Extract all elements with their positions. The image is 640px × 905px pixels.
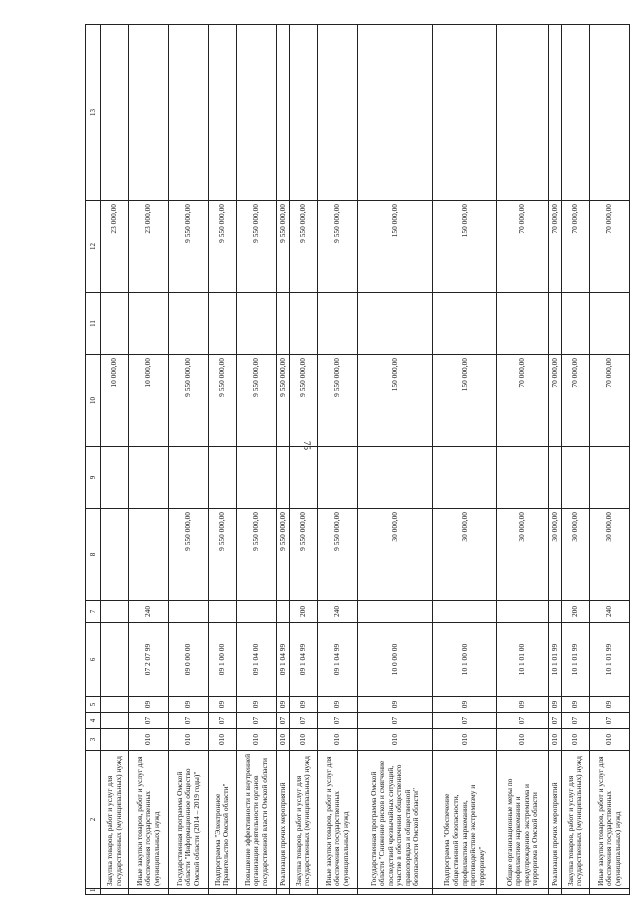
cell-col-5: 09 [497,697,549,713]
cell-col-8: 9 550 000,00 [236,509,276,601]
cell-col-10: 10 000,00 [101,355,129,447]
cell-col-3: 010 [289,729,317,751]
cell-col-10: 70 000,00 [497,355,549,447]
row-name-cell: Подпрограмма "Обеспечение общественной безопасности, профилактика наркомании, противодействие экстремизму и терроризму" [433,751,497,889]
cell-col-12: 70 000,00 [561,201,589,293]
cell-col-10: 70 000,00 [589,355,629,447]
table-row [561,25,589,895]
cell-col-10: 9 550 000,00 [317,355,357,447]
cell-col-8: 9 550 000,00 [168,509,208,601]
cell-col-10: 9 550 000,00 [276,355,289,447]
cell-col-5: 09 [357,697,433,713]
cell-col-3: 010 [548,729,561,751]
cell-col-5: 09 [433,697,497,713]
cell-col-3: 010 [357,729,433,751]
cell-col-11 [289,293,317,355]
row-number-cell [129,889,169,895]
row-name-cell: Иные закупки товаров, работ и услуг для обеспечения государственных (муниципальных) нужд [129,751,169,889]
cell-col-9 [276,447,289,509]
cell-col-13 [289,25,317,201]
cell-col-12: 23 000,00 [101,201,129,293]
cell-col-13 [168,25,208,201]
cell-col-4: 07 [208,713,236,729]
cell-col-11 [561,293,589,355]
cell-col-10: 9 550 000,00 [236,355,276,447]
cell-col-9 [208,447,236,509]
row-number-cell [317,889,357,895]
cell-col-6: 10 1 00 00 [433,623,497,697]
cell-col-7 [433,601,497,623]
row-name-cell: Государственная программа Омской области "Информационное общество Омской области (2014 – 2019 годы)" [168,751,208,889]
table-row [236,25,276,895]
cell-col-13 [129,25,169,201]
cell-col-3: 010 [208,729,236,751]
cell-col-4: 07 [289,713,317,729]
cell-col-10: 10 000,00 [129,355,169,447]
cell-col-13 [548,25,561,201]
budget-table [85,24,630,895]
cell-col-8: 30 000,00 [497,509,549,601]
col-4: 4 [86,713,101,729]
row-name-cell: Закупка товаров, работ и услуг для государственных (муниципальных) нужд [561,751,589,889]
cell-col-12: 9 550 000,00 [317,201,357,293]
cell-col-9 [289,447,317,509]
cell-col-13 [497,25,549,201]
col-9: 9 [86,447,101,509]
col-11: 11 [86,293,101,355]
table-row [317,25,357,895]
cell-col-5: 09 [561,697,589,713]
cell-col-11 [497,293,549,355]
cell-col-4: 07 [317,713,357,729]
cell-col-12: 70 000,00 [497,201,549,293]
cell-col-11 [589,293,629,355]
cell-col-12: 9 550 000,00 [236,201,276,293]
row-name-cell: Иные закупки товаров, работ и услуг для обеспечения государственных (муниципальных) нужд [317,751,357,889]
cell-col-5: 09 [289,697,317,713]
cell-col-4: 07 [561,713,589,729]
cell-col-10: 9 550 000,00 [289,355,317,447]
cell-col-7 [497,601,549,623]
cell-col-13 [276,25,289,201]
cell-col-12: 70 000,00 [589,201,629,293]
cell-col-11 [168,293,208,355]
table-row [208,25,236,895]
row-number-cell [561,889,589,895]
cell-col-6: 10 1 01 99 [561,623,589,697]
cell-col-3: 010 [236,729,276,751]
cell-col-4: 07 [236,713,276,729]
cell-col-8: 30 000,00 [548,509,561,601]
table-row [589,25,629,895]
cell-col-10: 70 000,00 [561,355,589,447]
col-13: 13 [86,25,101,201]
cell-col-4 [101,713,129,729]
table-row [276,25,289,895]
cell-col-9 [357,447,433,509]
row-name-cell: Иные закупки товаров, работ и услуг для обеспечения государственных (муниципальных) нужд [589,751,629,889]
col-3: 3 [86,729,101,751]
cell-col-13 [208,25,236,201]
cell-col-3 [101,729,129,751]
cell-col-5: 09 [236,697,276,713]
cell-col-8 [101,509,129,601]
cell-col-7: 200 [289,601,317,623]
cell-col-11 [433,293,497,355]
cell-col-6 [101,623,129,697]
cell-col-12: 70 000,00 [548,201,561,293]
cell-col-3: 010 [497,729,549,751]
col-1: 1 [86,889,101,895]
cell-col-5: 09 [129,697,169,713]
row-number-cell [289,889,317,895]
row-name-cell: Подпрограмма "Электронное Правительство Омской области" [208,751,236,889]
cell-col-6: 10 1 01 99 [548,623,561,697]
cell-col-13 [236,25,276,201]
cell-col-6: 07 2 07 99 [129,623,169,697]
cell-col-7: 240 [129,601,169,623]
cell-col-4: 07 [168,713,208,729]
cell-col-13 [589,25,629,201]
cell-col-8: 30 000,00 [589,509,629,601]
col-7: 7 [86,601,101,623]
cell-col-9 [561,447,589,509]
cell-col-6: 09 1 00 00 [208,623,236,697]
row-name-cell: Государственная программа Омской области "Снижение рисков и смягчение последствий чрезвычайных ситуаций, участие в обеспечении общественного правопорядка и общественной безопасности Омской области" [357,751,433,889]
cell-col-5: 09 [276,697,289,713]
cell-col-9 [101,447,129,509]
cell-col-3: 010 [168,729,208,751]
cell-col-4: 07 [589,713,629,729]
cell-col-3: 010 [433,729,497,751]
cell-col-7 [548,601,561,623]
cell-col-9 [168,447,208,509]
cell-col-13 [101,25,129,201]
cell-col-11 [236,293,276,355]
cell-col-11 [548,293,561,355]
table-row [101,25,129,895]
cell-col-8 [129,509,169,601]
cell-col-13 [357,25,433,201]
table-row [168,25,208,895]
cell-col-5: 09 [589,697,629,713]
cell-col-5: 09 [317,697,357,713]
row-number-cell [497,889,549,895]
table-row [129,25,169,895]
cell-col-7: 200 [561,601,589,623]
cell-col-8: 9 550 000,00 [317,509,357,601]
cell-col-11 [129,293,169,355]
cell-col-4: 07 [548,713,561,729]
cell-col-5: 09 [208,697,236,713]
cell-col-7 [208,601,236,623]
cell-col-3: 010 [129,729,169,751]
table-row [357,25,433,895]
cell-col-12: 23 000,00 [129,201,169,293]
cell-col-4: 07 [433,713,497,729]
row-name-cell: Закупка товаров, работ и услуг для государственных (муниципальных) нужд [289,751,317,889]
cell-col-11 [276,293,289,355]
cell-col-8: 30 000,00 [561,509,589,601]
cell-col-11 [101,293,129,355]
table-row [289,25,317,895]
cell-col-7 [168,601,208,623]
cell-col-12: 150 000,00 [357,201,433,293]
cell-col-6: 10 0 00 00 [357,623,433,697]
col-8: 8 [86,509,101,601]
cell-col-5: 09 [548,697,561,713]
cell-col-10: 150 000,00 [357,355,433,447]
cell-col-8: 9 550 000,00 [208,509,236,601]
cell-col-8: 30 000,00 [357,509,433,601]
cell-col-6: 09 1 04 00 [236,623,276,697]
cell-col-11 [317,293,357,355]
cell-col-9 [589,447,629,509]
cell-col-8: 9 550 000,00 [289,509,317,601]
cell-col-12: 9 550 000,00 [289,201,317,293]
cell-col-12: 9 550 000,00 [276,201,289,293]
cell-col-6: 09 0 00 00 [168,623,208,697]
cell-col-12: 9 550 000,00 [208,201,236,293]
cell-col-13 [433,25,497,201]
cell-col-8: 9 550 000,00 [276,509,289,601]
cell-col-9 [497,447,549,509]
cell-col-12: 150 000,00 [433,201,497,293]
cell-col-13 [561,25,589,201]
col-5: 5 [86,697,101,713]
row-number-cell [101,889,129,895]
row-name-cell: Реализация прочих мероприятий [548,751,561,889]
page-number: 75 [302,441,312,450]
cell-col-9 [433,447,497,509]
cell-col-9 [548,447,561,509]
row-name-cell: Реализация прочих мероприятий [276,751,289,889]
col-10: 10 [86,355,101,447]
table-row [433,25,497,895]
cell-col-3: 010 [317,729,357,751]
cell-col-4: 07 [129,713,169,729]
row-number-cell [589,889,629,895]
row-number-cell [548,889,561,895]
row-number-cell [236,889,276,895]
cell-col-9 [317,447,357,509]
cell-col-13 [317,25,357,201]
cell-col-4: 07 [357,713,433,729]
cell-col-7 [276,601,289,623]
cell-col-6: 09 1 04 99 [289,623,317,697]
cell-col-4: 07 [497,713,549,729]
row-number-cell [357,889,433,895]
cell-col-8: 30 000,00 [433,509,497,601]
col-2: 2 [86,751,101,889]
row-name-cell: Повышение эффективности и внутренней организации деятельности органов государственной власти Омской области [236,751,276,889]
cell-col-10: 9 550 000,00 [208,355,236,447]
col-12: 12 [86,201,101,293]
cell-col-9 [236,447,276,509]
cell-col-6: 09 1 04 99 [276,623,289,697]
cell-col-5 [101,697,129,713]
cell-col-7: 240 [589,601,629,623]
rotated-table-page [85,25,630,895]
cell-col-6: 10 1 01 99 [589,623,629,697]
cell-col-11 [357,293,433,355]
row-number-cell [208,889,236,895]
cell-col-12: 9 550 000,00 [168,201,208,293]
row-number-cell [276,889,289,895]
cell-col-7 [357,601,433,623]
cell-col-3: 010 [276,729,289,751]
row-number-cell [168,889,208,895]
cell-col-3: 010 [589,729,629,751]
column-number-row [86,25,101,895]
col-6: 6 [86,623,101,697]
cell-col-10: 9 550 000,00 [168,355,208,447]
cell-col-7 [101,601,129,623]
cell-col-11 [208,293,236,355]
table-row [497,25,549,895]
cell-col-7 [236,601,276,623]
cell-col-10: 70 000,00 [548,355,561,447]
cell-col-7: 240 [317,601,357,623]
cell-col-6: 09 1 04 99 [317,623,357,697]
cell-col-4: 07 [276,713,289,729]
cell-col-10: 150 000,00 [433,355,497,447]
cell-col-5: 09 [168,697,208,713]
cell-col-9 [129,447,169,509]
row-name-cell: Закупка товаров, работ и услуг для государственных (муниципальных) нужд [101,751,129,889]
row-name-cell: Общие организационные меры по профилактике наркомании и предупреждению экстремизма и терроризма в Омской области [497,751,549,889]
row-number-cell [433,889,497,895]
table-row [548,25,561,895]
cell-col-6: 10 1 01 00 [497,623,549,697]
cell-col-3: 010 [561,729,589,751]
